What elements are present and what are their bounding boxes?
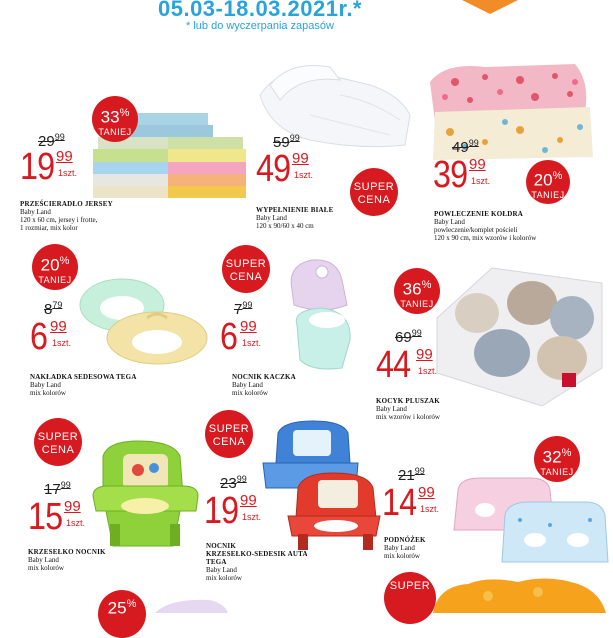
discount-badge-seat: 20% TANIEJ	[32, 244, 78, 290]
discount-badge-plush: 36% TANIEJ	[394, 268, 440, 314]
promo-note: * lub do wyczerpania zapasów	[186, 20, 334, 32]
step-stool-image	[450, 470, 610, 570]
price-seat: 6 99 1szt.	[30, 316, 72, 358]
super-cena-badge-car: SUPER CENA	[205, 410, 253, 458]
product-info-car: NOCNIK KRZESEŁKO-SEDESIK AUTA TEGA Baby Land mix kolorów	[206, 542, 308, 582]
old-price-plush: $69^{99}$	[395, 328, 422, 346]
product-info-step: PODNÓŻEK Baby Land mix kolorów	[384, 536, 426, 560]
old-price-sheet: $29^{99}$	[38, 132, 65, 150]
old-price-pillow: $59^{99}$	[273, 133, 300, 151]
price-bedding: 39 99 1szt.	[433, 154, 491, 196]
old-price-car: $23^{99}$	[220, 474, 247, 492]
product-info-sheet: PRZEŚCIERADŁO JERSEY Baby Land 120 x 60 cm, jersey i frotte, 1 rozmiar, mix kolor	[20, 200, 113, 232]
duck-potty-image	[282, 250, 357, 375]
product-info-potty: NOCNIK KACZKA Baby Land mix kolorów	[232, 373, 296, 397]
price-potty: 6 99 1szt.	[220, 316, 262, 358]
discount-badge-bottom: 25%	[98, 590, 146, 638]
promo-dates: 05.03-18.03.2021r.*	[157, 0, 362, 21]
potty-chair-image	[88, 436, 203, 551]
super-cena-badge-chair: SUPER CENA	[34, 418, 82, 466]
super-cena-badge-bedding: SUPER CENA	[350, 168, 398, 216]
price-pillow: 49 99 1szt.	[256, 148, 314, 190]
super-cena-badge-bottom: SUPER	[384, 572, 436, 624]
old-price-step: $21^{99}$	[398, 466, 425, 484]
discount-badge-step: 32% TANIEJ	[534, 436, 580, 482]
price-chair: 15 99 1szt.	[28, 496, 86, 538]
old-price-bedding: $49^{99}$	[452, 138, 479, 156]
bottom-product-orange-image	[428, 574, 608, 613]
product-info-chair: KRZESEŁKO NOCNIK Baby Land mix kolorów	[28, 548, 106, 572]
bottom-product-lilac-image	[150, 596, 230, 613]
orange-header-tab	[462, 0, 518, 14]
old-price-potty: $7^{99}$	[234, 300, 253, 318]
price-step: 14 99 1szt.	[382, 482, 440, 524]
plush-blanket-image	[432, 258, 607, 408]
car-potty-chair-image	[258, 418, 383, 553]
old-price-chair: $17^{99}$	[44, 480, 71, 498]
discount-badge-sheet: 33% TANIEJ	[92, 96, 138, 142]
product-info-bedding: POWLECZENIE KOŁDRA Baby Land powleczenie/komplet pościeli 120 x 90 cm, mix wzorów i kolorów	[434, 210, 537, 242]
product-info-pillow: WYPEŁNIENIE BIAŁE Baby Land 120 x 90/60 x 40 cm	[256, 206, 334, 230]
toilet-seat-image	[72, 270, 212, 370]
super-cena-badge-potty: SUPER CENA	[222, 245, 270, 293]
product-info-seat: NAKŁADKA SEDESOWA TEGA Baby Land mix kolorów	[30, 373, 137, 397]
price-sheet: 19 99 1szt.	[20, 146, 78, 188]
price-plush: 44 99 1szt.	[376, 344, 438, 386]
price-car: 19 99 1szt.	[204, 490, 262, 532]
discount-badge-bedding: 20% TANIEJ	[526, 160, 570, 204]
product-info-plush: KOCYK PLUSZAK Baby Land mix wzorów i kolorów	[376, 397, 440, 421]
bedding-set-image	[425, 52, 595, 162]
old-price-seat: $8^{79}$	[44, 300, 63, 318]
